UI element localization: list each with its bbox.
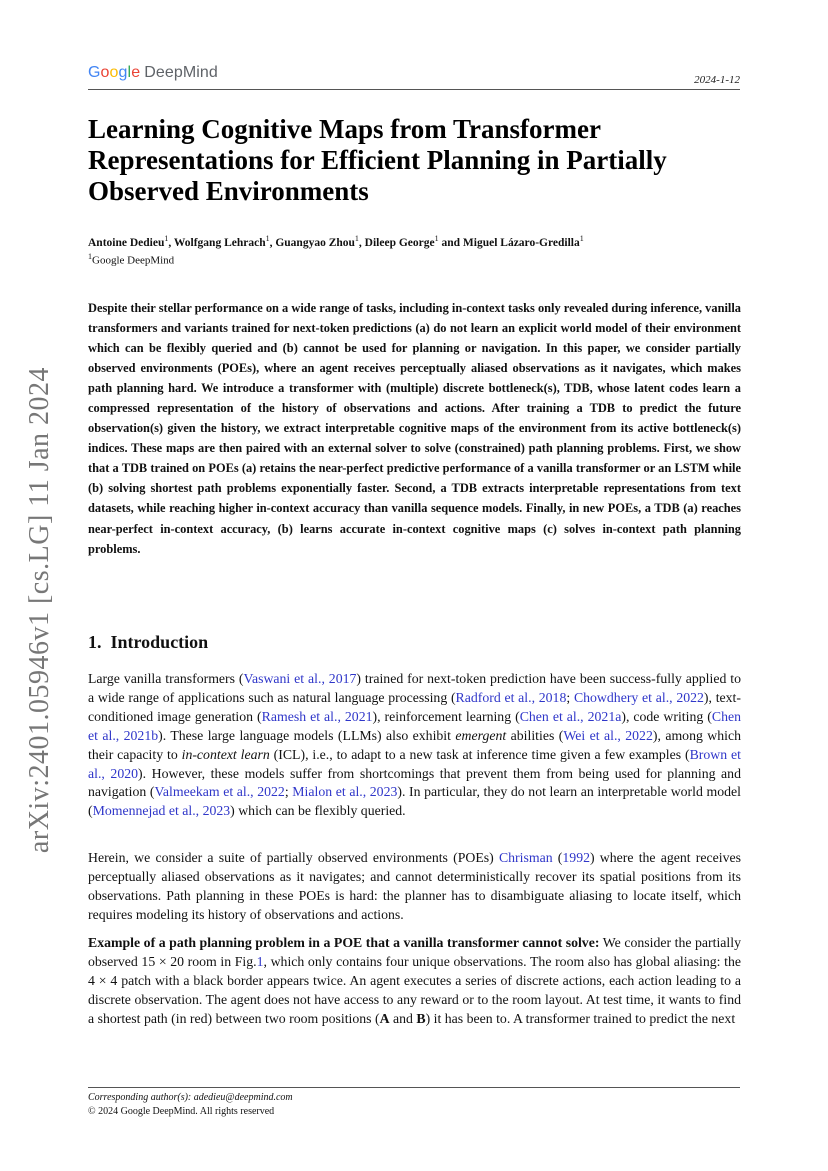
abstract: Despite their stellar performance on a wide range of tasks, including in-context tasks only revealed during inference, vanilla transformers and variants trained for next-token predictions (a) do not learn an explicit world model of their environment which can be flexibly queried and (b) cannot be used for planning or navigation. In this paper, we consider partially observed environments (POEs), where an agent receives perceptually aliased observations as it navigates, which makes path planning hard. We introduce a transformer with (multiple) discrete bottleneck(s), TDB, whose latent codes learn a compressed representation of the history of observations and actions. After training a TDB to predict the future observation(s) given the history, we extract interpretable cognitive maps of the environment from its active bottleneck(s) indices. These maps are then paired with an external solver to solve (constrained) path planning problems. First, we show that a TDB trained on POEs (a) retains the near-perfect predictive performance of a vanilla transformer or an LSTM while (b) solving shortest path problems exponentially faster. Second, a TDB extracts interpretable representations from text datasets, while reaching higher in-context accuracy than vanilla sequence models. Finally, in new POEs, a TDB (a) reaches near-perfect in-context accuracy, (b) learns accurate in-context cognitive maps (c) solves in-context path planning problems. — [88, 301, 741, 556]
author-separator: , — [168, 236, 174, 249]
citation-link[interactable]: Brown et al., 2020 — [88, 746, 742, 781]
bold-text: A — [379, 1010, 390, 1026]
text-run: ) trained for next-token prediction have been success-fully applied to a wide range of applications such as natural language processing ( — [88, 671, 741, 705]
text-run: (ICL), i.e., to adapt to a new task at inference time given a few examples ( — [269, 746, 690, 762]
author-separator: , — [269, 236, 276, 249]
citation-link[interactable]: Wei et al., 2022 — [563, 727, 653, 743]
logo-letter: o — [109, 64, 119, 81]
section-number: 1. — [88, 632, 102, 652]
bold-text: Example of a path planning problem in a POE that a vanilla transformer cannot solve: — [88, 935, 600, 950]
corresponding-author: Corresponding author(s): adedieu@deepmind.com — [88, 1092, 293, 1103]
logo-letter: l — [127, 64, 132, 81]
citation-link[interactable]: Chen et al., 2021b — [88, 708, 741, 743]
author-name: Miguel Lázaro-Gredilla — [462, 236, 580, 249]
intro-paragraph-2 — [88, 849, 741, 925]
text-run: ), code writing ( — [621, 708, 712, 724]
citation-link[interactable]: Radford et al., 2018 — [455, 689, 567, 705]
citation-link[interactable]: Chrisman — [498, 850, 553, 865]
intro-paragraph-1 — [88, 670, 741, 821]
logo-letter: e — [131, 64, 141, 81]
citation-link[interactable]: 1992 — [562, 850, 590, 865]
text-run: ). However, these models suffer from shortcomings that prevent them from being used for planning and navigation ( — [88, 765, 741, 800]
citation-link[interactable]: Vaswani et al., 2017 — [243, 671, 357, 686]
logo-letter: g — [118, 64, 128, 81]
arxiv-id: arXiv:2401.05946v1 [cs.LG] 11 Jan 2024 — [24, 366, 55, 854]
copyright-notice: © 2024 Google DeepMind. All rights reserved — [88, 1106, 275, 1117]
text-run: ; — [566, 689, 574, 705]
text-run: abilities ( — [506, 727, 564, 743]
citation-link[interactable]: Mialon et al., 2023 — [292, 784, 398, 800]
text-run: ), reinforcement learning ( — [372, 708, 520, 724]
logo-letter: o — [100, 64, 110, 81]
author-name: Guangyao Zhou — [275, 236, 355, 249]
logo-deepmind: DeepMind — [144, 64, 218, 81]
citation-link[interactable]: Chen et al., 2021a — [519, 708, 622, 724]
text-run: ) it has been to. A transformer trained to predict the next — [425, 1010, 736, 1026]
text-run: ). These large language models (LLMs) also exhibit — [158, 727, 456, 743]
citation-link[interactable]: Momennejad et al., 2023 — [92, 803, 231, 819]
citation-link[interactable]: 1 — [256, 953, 264, 969]
intro-paragraph-3 — [88, 934, 741, 1029]
emphasis-text: in-context learn — [181, 746, 270, 762]
text-run: Large vanilla transformers ( — [88, 671, 244, 686]
author-separator: and — [438, 236, 463, 249]
text-run: ), among which their capacity to — [88, 727, 741, 762]
affiliation-name: Google DeepMind — [92, 254, 175, 267]
author-name: Antoine Dedieu — [88, 236, 165, 249]
text-run: We consider the partially observed 15 × 20 room in Fig. — [88, 935, 741, 969]
section-title: Introduction — [110, 632, 209, 652]
author-affil-mark: 1 — [265, 234, 270, 243]
author-separator: , — [358, 236, 365, 249]
text-run: ( — [552, 850, 563, 865]
citation-link[interactable]: Valmeekam et al., 2022 — [154, 784, 285, 800]
citation-link[interactable]: Chowdhery et al., 2022 — [573, 689, 704, 705]
author-affil-mark: 1 — [434, 234, 439, 243]
author-name: Dileep George — [364, 236, 435, 249]
text-run: ). In particular, they do not learn an interpretable world model ( — [88, 784, 741, 819]
footer-rule — [88, 1087, 740, 1088]
author-affil-mark: 1 — [164, 234, 169, 243]
affiliation-mark: 1 — [88, 252, 92, 261]
arxiv-stamp — [20, 366, 60, 854]
header-rule — [88, 89, 740, 90]
citation-link[interactable]: Ramesh et al., 2021 — [261, 708, 373, 724]
author-affil-mark: 1 — [354, 234, 359, 243]
paper-title: Learning Cognitive Maps from Transformer Representations for Efficient Planning in Partially Observed Environments — [88, 114, 667, 206]
author-list — [88, 234, 584, 249]
text-run: and — [389, 1010, 417, 1026]
text-run: ) which can be flexibly queried. — [230, 803, 406, 819]
text-run: ; — [284, 784, 293, 800]
author-name: Wolfgang Lehrach — [173, 236, 266, 249]
affiliation — [88, 252, 174, 267]
publication-date: 2024-1-12 — [694, 74, 740, 86]
text-run: ) where the agent receives perceptually aliased observations as it navigates; and cannot deterministically recover its spatial positions from its observations. Path planning in these POEs is hard: the planner has to disambiguate aliasing to locate itself, which requires modeling its history of observations and actions. — [88, 850, 742, 922]
bold-text: B — [416, 1010, 426, 1026]
text-run: , which only contains four unique observations. The room also has global aliasing: the 4 × 4 patch with a black border appears twice. An agent executes a series of discrete actions, each action leading to a discrete observation. The agent does not have access to any reward or to the room layout. At test time, it wants to find a shortest path (in red) between two room positions ( — [88, 953, 741, 1026]
google-deepmind-logo — [88, 64, 218, 82]
logo-letter: G — [88, 64, 101, 81]
text-run: ), text-conditioned image generation ( — [88, 689, 741, 724]
text-run: Herein, we consider a suite of partially observed environments (POEs) — [88, 850, 499, 865]
emphasis-text: emergent — [455, 727, 507, 743]
section-heading — [88, 632, 208, 653]
author-affil-mark: 1 — [579, 234, 584, 243]
